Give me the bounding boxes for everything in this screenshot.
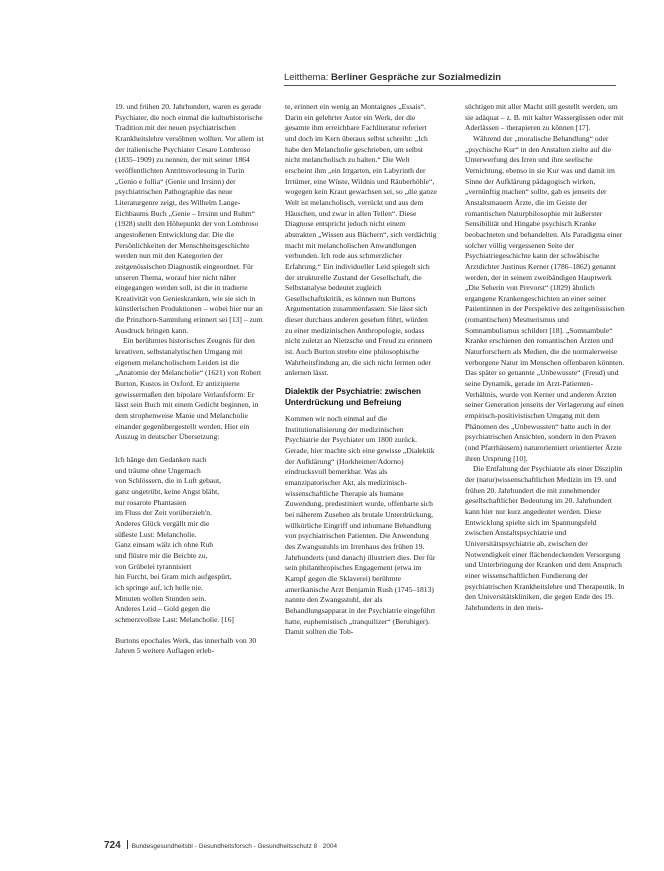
body-paragraph: Burtons epochales Werk, das innerhalb von 30 Jahren 5 weitere Auflagen erleb- (115, 635, 257, 656)
poem-line: und träume ohne Ungemach (115, 465, 201, 475)
body-paragraph: te, erinnert ein wenig an Montaignes „Essais“. Darin ein gelehrter Autor ein Werk, der die gesamte ihm erreichbare Fachliteratur referiert und doch im Kern überaus selbst schreibt: „Ich habe den Melancholie geschrieben, um selbst nicht melancholisch zu halten.“ Die Welt erscheint ihm „ein Irrgarten, ein Labyrinth der Irrtümer, eine Wüste, Wildnis und Räuberhöhle“, wogegen kein Kraut gewachsen sei, so „die ganze Welt ist melancholisch, verrückt und aus dem Häuschen, und zwar in allen Teilen“. Diese Diagnose entspricht jedoch nicht einem abstrakten „Wissen aus Büchern“, sich verdächtig macht mit melancholischen Anwandlungen verbunden. Ich rede aus schmerzlicher Erfahrung.“ Ein individueller Leid spiegelt sich der strukturelle Zustand der Gesellschaft, die Selbstanalyse bedeutet zugleich Gesellschaftskritik, es können nun Burtons Argumentation zusammenfassen. Sie lässt sich dieser durchaus anderen gesehen führt, würden zu einer medizinischen Anthropologie, sodass nicht zuletzt an Nietzsche und Freud zu erinnern ist. Auch Burton strebte eine philosophische Wahrheitsfindung an, die sich nicht lernten oder anlernen lässt. (285, 102, 437, 378)
poem-line: schmerzvollste Last: Melancholie. [16] (115, 614, 234, 624)
footer-divider (127, 840, 128, 849)
poem-line: und flüstre mir die Beichte zu, (115, 550, 208, 560)
text-column-3 (465, 102, 625, 614)
header-prefix: Leitthema: (284, 72, 329, 83)
poem-line: von Schlössern, die in Luft gebaut, (115, 476, 222, 486)
poem-block (115, 455, 267, 626)
poem-line: Ganz einsam wälz ich ohne Ruh (115, 540, 214, 550)
poem-line: Minuten wollen Stunden sein. (115, 593, 207, 603)
poem-line: im Fluss der Zeit vorüberzieh'n. (115, 508, 212, 518)
poem-line: hin Furcht, bei Gram mich aufgespürt, (115, 572, 232, 582)
running-header (284, 72, 616, 86)
body-paragraph: Während der „moralische Behandlung“ oder „psychische Kur“ in den Anstalten zielte auf die Unterwerfung des Irren und ihre seelische Vernichtung, ebenso in sie Kur was und damit im Sinne der Aufklärung pädagogisch wirken, „vernünftig machen“ sollte, gab es jenseits der Anstaltsmauern Ärzte, die im Geiste der romantischen Naturphilosophie mit äußerster Sensibilität und Hingabe psychisch Kranke beobachteten und behandelten. Als Paradigma einer solcher völlig vergessenen Seite der Psychiatriegeschichte kann der schwäbische Arztdichter Justinus Kerner (1786–1862) genannt werden, der in seinem zweibändigen Hauptwerk „Die Seherin von Prevorst“ (1829) ähnlich ergangene Krankengeschichten an einer seiner Patientinnen in der Perspektive des zeitgenössischen (romantischen) Mesmerismus und Somnambulismus schildert [18]. „Somnambule“ Kranke erschienen den romantischen Ärzten und Naturforschern als Medien, die die normalerweise verborgene Natur im Menschen offenbaren könnten. Das später so genannte „Unbewusste“ (Freud) und seine Dynamik, gerade im Arzt-Patienten-Verhältnis, wurde von Kerner und anderen Ärzten seiner Generation jenseits der Verlagerung auf einen empirisch-positivistischen Umgang mit dem Phänomen des „Unbewussten“ hatte auch in der psychiatrischen Ansichten, sondern in den Praxen (und Pfarrhäusern) naturorientiert orientierter Ärzte ihren Ursprung [10]. (465, 133, 625, 463)
poem-line: süßeste Lust: Melancholie. (115, 529, 197, 539)
poem-line: nur rosarote Phantasien (115, 497, 187, 507)
body-paragraph: Die Entfaltung der Psychiatrie als einer Disziplin der (natur)wissenschaftlichen Medizin im 19. und frühen 20. Jahrhundert die mit zunehmender gesellschaftlicher Bedeutung im 20. Jahrhundert kann hier nur kurz angedeutet werden. Diese Entwicklung spielte sich im Spannungsfeld zwischen Anstaltspsychiatrie und Universitätspsychiatrie ab, zwischen der Notwendigkeit einer flächendeckenden Versorgung und Unterbringung der Kranken und dem Anspruch einer wissenschaftlichen Fundierung der psychiatrischen Krankheitslehre und Therapeutik. In den Universitätskliniken, die gegen Ende des 19. Jahrhunderts in den meis- (465, 464, 625, 612)
body-paragraph: 19. und frühen 20. Jahrhundert, waren es gerade Psychiater, die noch einmal die kulturhistorische Tradition mit der neuen psychiatrischen Krankheitslehre versöhnen wollten. Vor allem ist der italienische Psychiater Cesare Lombroso (1835–1909) zu nennen, der mit seiner 1864 veröffentlichten Antrittsvorlesung in Turin „Genio e follia“ (Genie und Irrsinn) der psychiatrischen Pathographie das neue Literaturgenre zeigt, des Wilhelm Lange-Eichbaums Buch „Genie – Irrsinn und Ruhm“ (1928) stellt den Höhepunkt der von Lombroso angestoßenen Entwicklung dar. Die die Persönlichkeiten der Menschheitsgeschichte werden nun mit den Kategorien der zeitgenössischen Diagnostik eingeordnet. Für unseren Thema, worauf hier nicht näher eingegangen werden soll, ist die in tradierte Kreativität von Genieskranken, wie sie sich in künstlerischen Produktionen – wobei hier nur an die Prinzhorn-Sammlung erinnert sei [13] – zum Ausdruck bringen kann. (115, 102, 264, 335)
page-number: 724 (104, 840, 121, 851)
body-paragraph: Kommen wir noch einmal auf die Institutionalisierung der medizinischen Psychiatrie der Psychiater um 1800 zurück. Gerade, hier machte sich eine gewisse „Dialektik der Aufklärung“ (Horkheimer/Adorno) eindrucksvoll bemerkbar. Was als emanzipatorischer Akt, als medizinisch-wissenschaftliche Therapie als humane Zuwendung, predestiniert wurde, offenbarte sich bei näherem Zusehen als brutale Unterdrückung, willkürliche Eingriff und inhumane Behandlung von psychiatrischen Patienten. Die Anwendung des Zwangsstuhls im Irrenhaus des frühen 19. Jahrhunderts (und danach) illustriert dies. Der für sein philanthropisches Engagement (etwa im Kampf gegen die Sklaverei) berühmte amerikanische Arzt Benjamin Rush (1745–1813) nannte den Zwangsstuhl, der als Behandlungsapparat in der Psychiatrie eingeführt hatte, euphemistisch „tranquilizer“ (Beruhiger). Damit sollten die Tob- (285, 414, 436, 637)
text-column-2 (285, 102, 437, 638)
body-paragraph: Ein berühmtes historisches Zeugnis für den kreativen, selbstanalytischen Umgang mit eigenem melancholischem Leiden ist die „Anatomie der Melancholie“ (1621) von Robert Burton, Kustos in Oxford. Er antizipierte gewissermaßen den bipolare Verlaufsform: Er lässt sein Buch mit einem Gedicht beginnen, in dem strophenweise Manie und Melancholie einander gegenübergestellt werden. Hier ein Auszug in deutscher Übersetzung: (115, 336, 262, 442)
poem-line: von Grübelei tyrannisiert (115, 561, 192, 571)
poem-line: Anderes Glück vergällt mir die (115, 518, 210, 528)
section-heading: Dialektik der Psychiatrie: zwischen Unterdrückung und Befreiung (285, 387, 422, 407)
body-paragraph: süchtigen mit aller Macht still gestellt werden, um sie adäquat – z. B. mit kalter Wassergüssen oder mit Aderlässen – therapieren zu können [17]. (465, 102, 624, 133)
poem-line: ich springe auf, ich helle nie. (115, 582, 203, 592)
page-footer (104, 840, 624, 851)
poem-line: Ich hänge den Gedanken nach (115, 455, 207, 464)
poem-line: ganz ungetrübt, keine Angst bläht, (115, 486, 220, 496)
journal-citation: Bundesgesundheitsbl - Gesundheitsforsch - Gesundheitsschutz 8 · 2004 (131, 843, 338, 850)
text-column-1 (115, 102, 267, 657)
header-title: Berliner Gespräche zur Sozialmedizin (331, 72, 502, 83)
poem-line: Anderes Leid – Gold gegen die (115, 604, 211, 614)
